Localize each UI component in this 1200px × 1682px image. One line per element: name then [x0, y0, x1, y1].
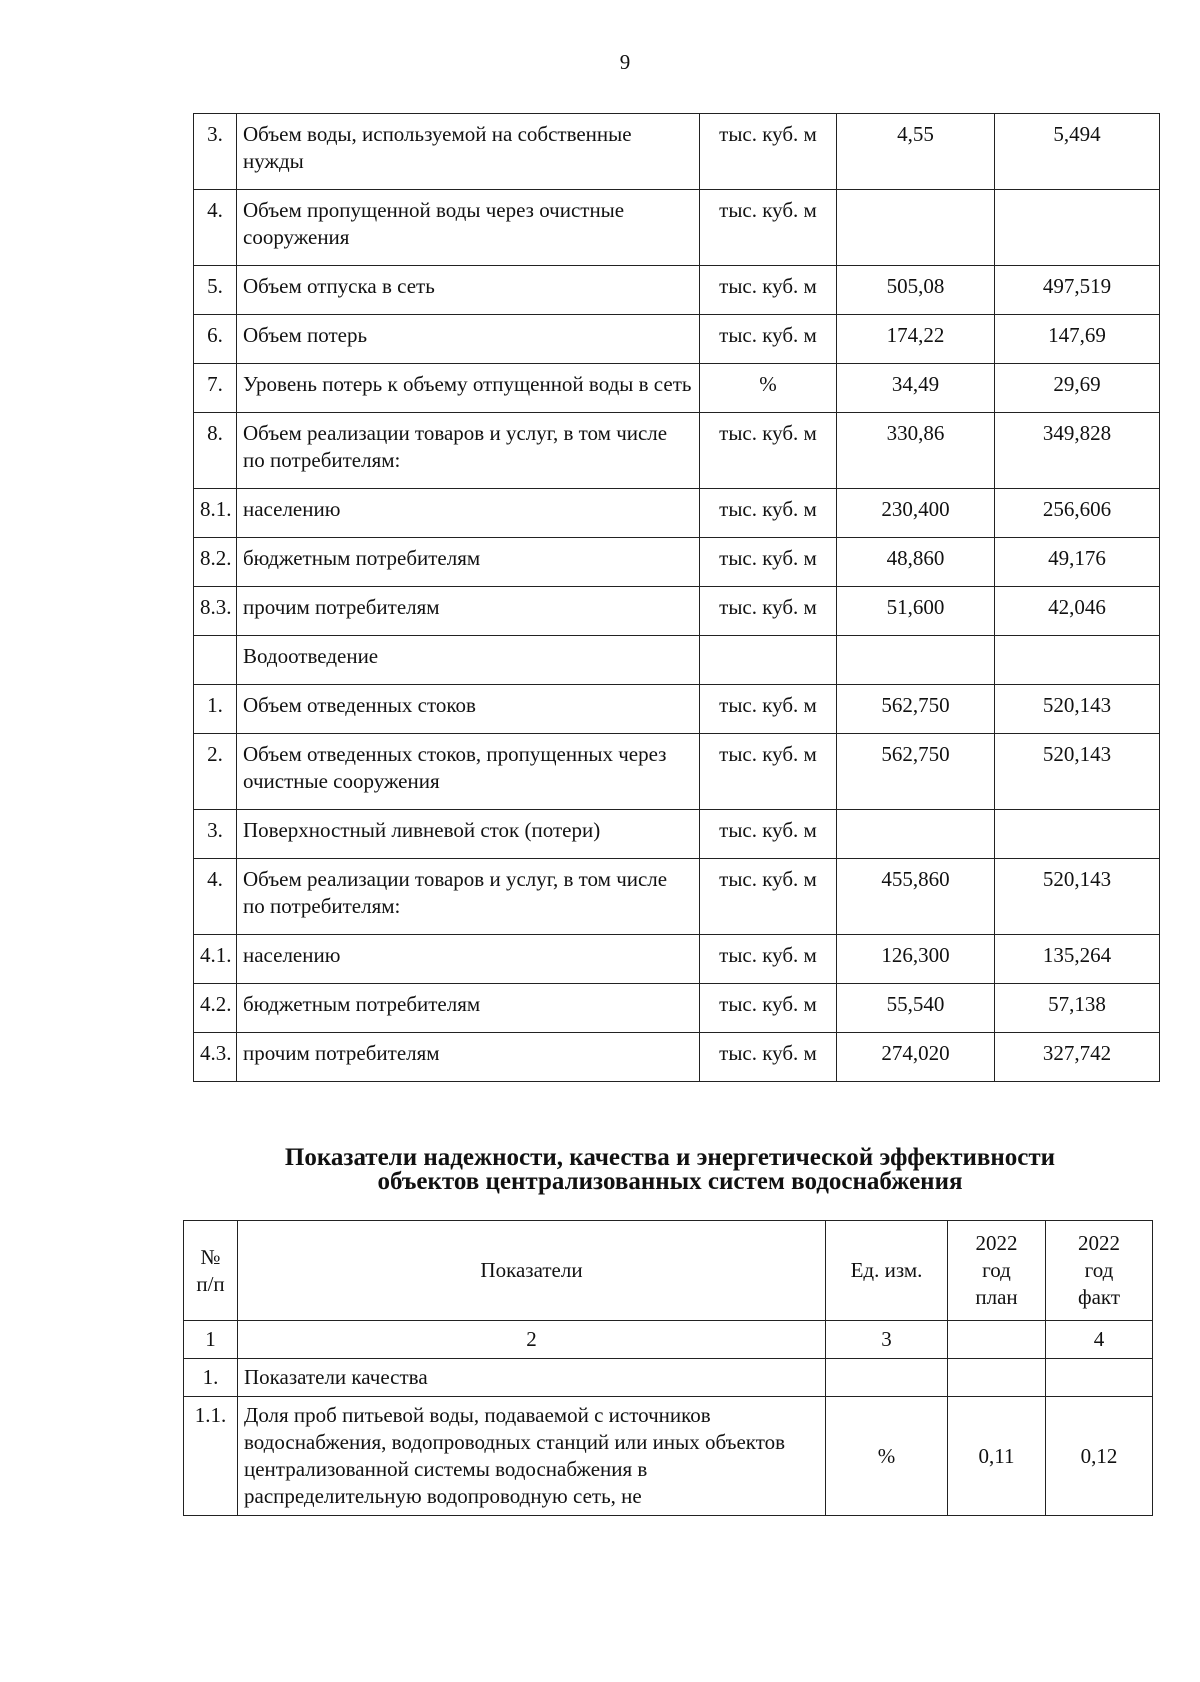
row-name: Водоотведение — [237, 636, 700, 685]
row-name: прочим потребителям — [237, 587, 700, 636]
row-plan-value: 48,860 — [837, 538, 995, 587]
row-plan-value: 562,750 — [837, 685, 995, 734]
row-fact-value: 57,138 — [995, 984, 1160, 1033]
row-number: 8.1. — [194, 489, 237, 538]
table-row — [194, 364, 1160, 413]
table-row — [184, 1359, 1153, 1397]
row-unit: тыс. куб. м — [700, 114, 837, 190]
row-unit: тыс. куб. м — [700, 1033, 837, 1082]
index-cell-4 — [948, 1321, 1046, 1359]
row-plan-value: 55,540 — [837, 984, 995, 1033]
row-number: 4. — [194, 859, 237, 935]
header-plan: 2022 год план — [948, 1221, 1046, 1321]
row-fact-value: 29,69 — [995, 364, 1160, 413]
row-fact-value: 520,143 — [995, 859, 1160, 935]
row-unit: тыс. куб. м — [700, 538, 837, 587]
index-cell-5: 4 — [1046, 1321, 1153, 1359]
row-unit — [700, 636, 837, 685]
row-unit: тыс. куб. м — [700, 859, 837, 935]
row-fact-value: 256,606 — [995, 489, 1160, 538]
row-fact-value: 497,519 — [995, 266, 1160, 315]
row-plan-value: 562,750 — [837, 734, 995, 810]
row-number: 2. — [194, 734, 237, 810]
row-name: Объем потерь — [237, 315, 700, 364]
row-plan-value — [948, 1359, 1046, 1397]
row-plan-value: 51,600 — [837, 587, 995, 636]
row-fact-value — [995, 636, 1160, 685]
row-unit: тыс. куб. м — [700, 685, 837, 734]
row-plan-value: 4,55 — [837, 114, 995, 190]
row-fact-value: 0,12 — [1046, 1397, 1153, 1516]
row-name: прочим потребителям — [237, 1033, 700, 1082]
row-fact-value: 49,176 — [995, 538, 1160, 587]
row-plan-value: 174,22 — [837, 315, 995, 364]
row-name: Объем отпуска в сеть — [237, 266, 700, 315]
header-unit: Ед. изм. — [826, 1221, 948, 1321]
table-row — [194, 636, 1160, 685]
row-unit: % — [700, 364, 837, 413]
row-fact-value — [1046, 1359, 1153, 1397]
row-fact-value: 135,264 — [995, 935, 1160, 984]
table-header-row — [184, 1221, 1153, 1321]
row-fact-value: 327,742 — [995, 1033, 1160, 1082]
table-row — [194, 685, 1160, 734]
row-name: Объем отведенных стоков, пропущенных через очистные сооружения — [237, 734, 700, 810]
row-unit: тыс. куб. м — [700, 413, 837, 489]
row-number: 7. — [194, 364, 237, 413]
row-number: 5. — [194, 266, 237, 315]
row-fact-value: 5,494 — [995, 114, 1160, 190]
row-plan-value: 330,86 — [837, 413, 995, 489]
page-number: 9 — [619, 50, 631, 74]
header-num: № п/п — [184, 1221, 238, 1321]
row-fact-value: 42,046 — [995, 587, 1160, 636]
row-unit: % — [826, 1397, 948, 1516]
supply-volumes-table — [193, 113, 1160, 1082]
table-row — [194, 413, 1160, 489]
row-unit: тыс. куб. м — [700, 984, 837, 1033]
row-unit: тыс. куб. м — [700, 734, 837, 810]
header-indicator: Показатели — [238, 1221, 826, 1321]
row-number: 1. — [184, 1359, 238, 1397]
row-number: 8.2. — [194, 538, 237, 587]
section-title-line-2: объектов централизованных систем водоснабжения — [377, 1168, 963, 1195]
row-name: Доля проб питьевой воды, подаваемой с источников водоснабжения, водопроводных станций или иных объектов централизованной системы водоснабжения в распределительную водопроводную сеть, не — [238, 1397, 826, 1516]
table-row — [194, 935, 1160, 984]
table-row — [194, 114, 1160, 190]
row-fact-value: 520,143 — [995, 734, 1160, 810]
row-name: населению — [237, 935, 700, 984]
table-row — [194, 266, 1160, 315]
row-name: Уровень потерь к объему отпущенной воды в сеть — [237, 364, 700, 413]
row-number: 8. — [194, 413, 237, 489]
row-number: 1.1. — [184, 1397, 238, 1516]
row-fact-value: 349,828 — [995, 413, 1160, 489]
row-unit: тыс. куб. м — [700, 810, 837, 859]
index-cell-1: 1 — [184, 1321, 238, 1359]
row-name: Поверхностный ливневой сток (потери) — [237, 810, 700, 859]
row-number: 6. — [194, 315, 237, 364]
row-number: 4.2. — [194, 984, 237, 1033]
row-number: 3. — [194, 810, 237, 859]
row-fact-value: 147,69 — [995, 315, 1160, 364]
table-row — [194, 538, 1160, 587]
header-fact: 2022 год факт — [1046, 1221, 1153, 1321]
row-unit: тыс. куб. м — [700, 489, 837, 538]
row-unit: тыс. куб. м — [700, 266, 837, 315]
row-fact-value — [995, 810, 1160, 859]
table-row — [194, 1033, 1160, 1082]
row-plan-value — [837, 636, 995, 685]
table-row — [194, 190, 1160, 266]
row-number: 8.3. — [194, 587, 237, 636]
row-plan-value — [837, 190, 995, 266]
table-row — [194, 734, 1160, 810]
row-unit — [826, 1359, 948, 1397]
reliability-indicators-table — [183, 1220, 1153, 1516]
table-row — [194, 489, 1160, 538]
row-name: Объем воды, используемой на собственные нужды — [237, 114, 700, 190]
table-row — [194, 859, 1160, 935]
row-name: Объем реализации товаров и услуг, в том числе по потребителям: — [237, 859, 700, 935]
row-number: 3. — [194, 114, 237, 190]
row-plan-value — [837, 810, 995, 859]
row-number: 1. — [194, 685, 237, 734]
row-name: бюджетным потребителям — [237, 538, 700, 587]
row-plan-value: 505,08 — [837, 266, 995, 315]
row-fact-value: 520,143 — [995, 685, 1160, 734]
table-row — [194, 587, 1160, 636]
table-row — [194, 315, 1160, 364]
row-unit: тыс. куб. м — [700, 935, 837, 984]
row-unit: тыс. куб. м — [700, 315, 837, 364]
column-index-row — [184, 1321, 1153, 1359]
row-name: Объем реализации товаров и услуг, в том числе по потребителям: — [237, 413, 700, 489]
row-unit: тыс. куб. м — [700, 587, 837, 636]
table-row — [194, 984, 1160, 1033]
section-title-line-1: Показатели надежности, качества и энергетической эффективности — [284, 1144, 1056, 1171]
row-plan-value: 230,400 — [837, 489, 995, 538]
table-row — [194, 810, 1160, 859]
index-cell-3: 3 — [826, 1321, 948, 1359]
row-name: Объем пропущенной воды через очистные сооружения — [237, 190, 700, 266]
row-fact-value — [995, 190, 1160, 266]
section-title — [170, 1146, 1170, 1194]
row-plan-value: 34,49 — [837, 364, 995, 413]
row-name: Показатели качества — [238, 1359, 826, 1397]
row-number: 4. — [194, 190, 237, 266]
row-number: 4.3. — [194, 1033, 237, 1082]
row-plan-value: 274,020 — [837, 1033, 995, 1082]
index-cell-2: 2 — [238, 1321, 826, 1359]
row-plan-value: 0,11 — [948, 1397, 1046, 1516]
row-plan-value: 455,860 — [837, 859, 995, 935]
row-number: 4.1. — [194, 935, 237, 984]
row-name: населению — [237, 489, 700, 538]
row-unit: тыс. куб. м — [700, 190, 837, 266]
table-row — [184, 1397, 1153, 1516]
row-name: бюджетным потребителям — [237, 984, 700, 1033]
row-name: Объем отведенных стоков — [237, 685, 700, 734]
row-number — [194, 636, 237, 685]
row-plan-value: 126,300 — [837, 935, 995, 984]
